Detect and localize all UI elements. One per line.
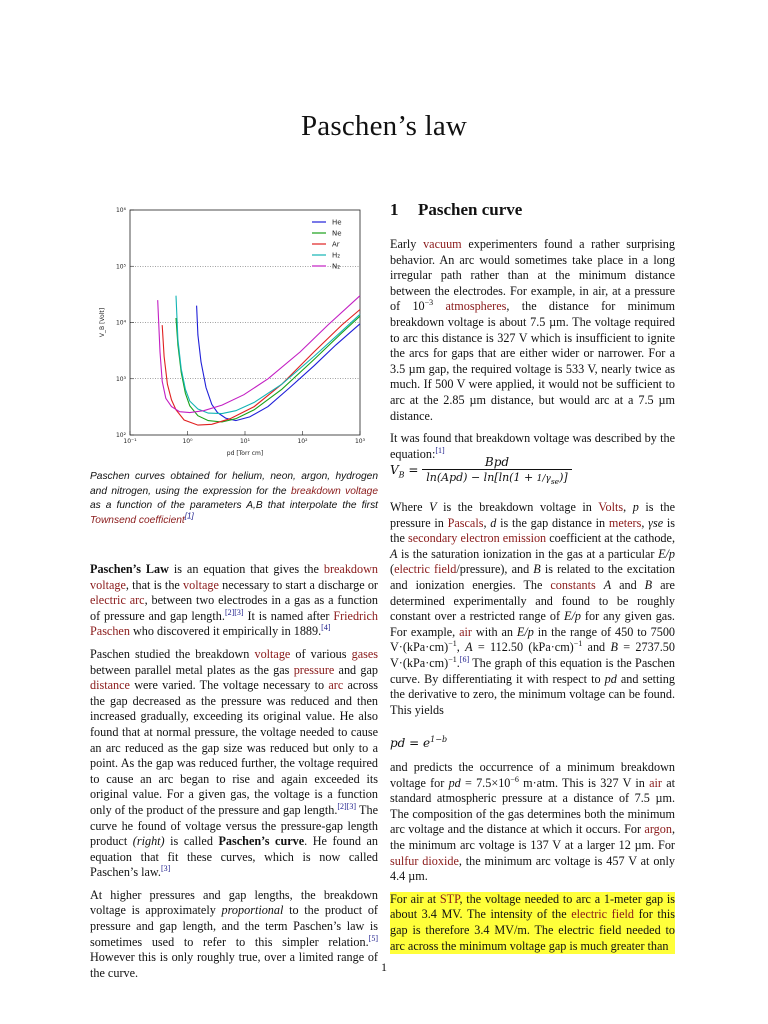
text-run: , the voltage needed to arc a 1-meter gap is about 3.4 MV. The intensity of the (390, 891, 675, 922)
text-run: Paschen’s curve (218, 834, 305, 849)
text-run (433, 299, 445, 313)
x-tick-label: 10³ (354, 438, 366, 445)
right-column-top (390, 237, 675, 469)
text-run: . (456, 655, 460, 670)
citation-link[interactable]: [2][3] (337, 801, 357, 811)
wiki-link[interactable]: breakdown voltage (90, 562, 378, 592)
figure-caption (90, 470, 378, 528)
text-run: The curve he found of voltage versus the pressure-gap length product (90, 802, 378, 849)
superscript: −6 (510, 774, 519, 784)
wiki-link[interactable]: electric field (394, 562, 457, 577)
text-run: is the gap distance in (496, 515, 609, 530)
text-run: , (641, 515, 649, 530)
wiki-link[interactable]: Friedrich Paschen (90, 608, 378, 639)
legend-label: Ar (332, 240, 340, 249)
text-run: pd (448, 775, 461, 790)
text-run: , that is the (125, 577, 184, 592)
text-run: and (611, 577, 645, 592)
text-run: experimenters found a rather surprising behavior. An arc would sometimes take place in a long irregular path rather than at the minimum distance between the electrodes. For example, in air, at a pressure of 10 (390, 237, 675, 314)
text-run: A (465, 640, 473, 655)
text-run: proportional (221, 903, 284, 918)
text-run: is the (390, 515, 675, 546)
wiki-link[interactable]: Townsend coefficient (90, 514, 185, 526)
wiki-link[interactable]: voltage (254, 646, 291, 661)
text-run: E/p (658, 546, 675, 561)
wiki-link[interactable]: Volts (598, 500, 624, 514)
text-run: , (483, 515, 491, 530)
text-run: /pressure), and (456, 562, 534, 577)
wiki-link[interactable]: meters (608, 515, 642, 530)
text-run: between parallel metal plates as the gas (90, 662, 294, 677)
citation-link[interactable]: [1] (184, 511, 194, 521)
text-run: are determined experimentally and found to be roughly constant over a restricted range of (390, 577, 675, 624)
x-axis-label: pd [Torr cm] (226, 450, 264, 457)
wiki-link[interactable]: arc (328, 678, 344, 693)
citation-link[interactable]: [6] (459, 654, 470, 664)
text-run: and predicts the occurrence of a minimum breakdown voltage for (390, 760, 675, 790)
superscript: −1 (448, 639, 457, 649)
text-run: , the distance for minimum breakdown voltage is about 7.5 µm. The voltage required to arc this distance is 327 V which is insufficient to ignite the arcs for gaps that are either wider or narrower. For a 3.5 µm gap, the required voltage is 533 V, nearly twice as much. If 500 V were applied, it would not be sufficient to arc at the 2.85 µm distance, but would arc at a 7.5 µm distance. (390, 299, 676, 423)
text-run: B (644, 577, 653, 592)
citation-link[interactable]: [2][3] (224, 607, 244, 617)
wiki-link[interactable]: air (459, 624, 472, 639)
wiki-link[interactable]: electric arc (90, 593, 145, 608)
x-tick-label: 10⁻¹ (123, 438, 137, 445)
text-run: For air at (390, 891, 440, 906)
superscript: −1 (448, 654, 457, 664)
text-run: , the minimum arc voltage is 137 V at a larger 12 µm. For (390, 822, 675, 852)
text-run: Early (390, 237, 424, 251)
wiki-link[interactable]: vacuum (423, 237, 462, 251)
right-column-bottom (390, 760, 675, 961)
y-tick-label: 10⁵ (115, 263, 126, 271)
text-run: (right) (132, 834, 165, 849)
text-run: and gap (334, 662, 378, 677)
x-tick-label: 10² (297, 438, 308, 445)
x-tick-label: 10¹ (239, 438, 251, 445)
minimum-voltage-paragraph (390, 760, 675, 885)
text-run: , the minimum arc voltage is 457 V at only 4.4 µm. (390, 853, 675, 884)
text-run: . He found an equation that fit these curves, which is now called Paschen’s law. (90, 834, 378, 880)
minimum-equation: pd = $e^{1-b}$ (390, 735, 448, 750)
history-paragraph (90, 647, 378, 881)
text-run: It is named after (243, 608, 334, 623)
y-tick-label: 10⁶ (115, 207, 126, 214)
legend-label: He (332, 218, 342, 227)
text-run: It was found that breakdown voltage was described by the equation: (390, 431, 675, 461)
y-tick-label: 10² (115, 432, 126, 439)
wiki-link[interactable]: Pascals (447, 515, 484, 530)
series-line-He (197, 306, 360, 421)
breakdown-equation: $V_B$ = $\frac{\text{Bpd}}{\ln(Apd) - \ln[\ln(1 + 1/\gamma_{se})]}$ (390, 455, 572, 486)
text-run: m·atm. This is 327 V in (518, 775, 650, 790)
text-run: and setting the derivative to zero, the minimum voltage can be found. This yields (390, 671, 675, 717)
right-column-middle (390, 500, 675, 725)
citation-link[interactable]: [3] (160, 864, 171, 874)
text-run: Paschen curves obtained for helium, neon, argon, hydrogen and nitrogen, using the expression for the (90, 471, 378, 497)
text-run: p (632, 500, 639, 514)
section-number: 1 (390, 200, 399, 219)
paschen-chart (90, 200, 380, 460)
text-run: B (533, 562, 541, 577)
text-run: A (390, 546, 398, 561)
text-run: d (490, 515, 497, 530)
text-run (596, 578, 604, 592)
text-run: is the saturation ionization in the gas at a particular (397, 546, 659, 561)
text-run: γse (648, 515, 664, 530)
wiki-link[interactable]: pressure (293, 662, 335, 677)
y-tick-label: 10³ (115, 375, 126, 383)
page-title: Paschen’s law (300, 110, 468, 142)
y-axis-label: V_B [Volt] (99, 307, 106, 338)
text-run: V (429, 500, 437, 514)
text-run: to the product of pressure and gap length, and the term Paschen’s law is sometimes used to refer to this simpler relation. (90, 903, 378, 949)
text-run: = 112.50 (kPa·cm) (472, 640, 574, 655)
y-tick-label: 10⁴ (115, 319, 126, 327)
text-run: , (456, 640, 466, 655)
text-run: who discovered it empirically in 1889. (129, 624, 322, 639)
text-run: At higher pressures and gap lengths, the breakdown voltage is approximately (90, 887, 378, 918)
wiki-link[interactable]: secondary electron emission (407, 531, 547, 546)
text-run: with an (471, 624, 517, 639)
page-number: 1 (381, 960, 387, 974)
vacuum-paragraph (390, 237, 675, 424)
section-title: Paschen curve (418, 200, 523, 219)
text-run: is related to the excitation and ionization energies. The (390, 562, 675, 592)
x-tick-label: 10⁰ (182, 438, 193, 445)
text-run: for any given gas. For example, (390, 609, 675, 639)
text-run: The graph of this equation is the Paschen curve. By differentiating it with respect to (390, 655, 675, 686)
variables-paragraph (390, 500, 675, 718)
legend-label: Ne (332, 229, 342, 238)
wiki-link[interactable]: STP (439, 891, 460, 906)
text-run: E/p (564, 609, 581, 624)
wiki-link[interactable]: distance (90, 678, 130, 693)
legend-label: N₂ (332, 262, 341, 271)
text-run: in the range of 450 to 7500 V·(kPa·cm) (390, 624, 676, 655)
intro-paragraph (90, 562, 378, 640)
text-run: pd (604, 671, 617, 686)
superscript: −1 (573, 639, 583, 649)
superscript: −3 (424, 298, 434, 308)
text-run: were varied. The voltage necessary to (129, 678, 329, 693)
text-run: = 2737.50 V·(kPa·cm) (390, 640, 675, 670)
text-run: is the breakdown voltage in (436, 500, 599, 514)
legend-label: H₂ (332, 251, 341, 260)
wiki-link[interactable]: electric field (571, 907, 635, 922)
text-run: is an equation that gives the (168, 562, 324, 576)
text-run: , between two electrodes in a gas as a function of pressure and gap length. (90, 593, 378, 623)
text-run: A (603, 577, 612, 592)
text-run: Where (390, 500, 430, 514)
text-run: as a function of the parameters A,B that interpolate the first (90, 500, 378, 511)
air-stp-paragraph (390, 892, 675, 954)
text-run: across the gap decreased as the pressure was reduced and then increased gradually, exceeding its original value. He also found that at normal pressure, the voltage needed to cause an arc reduced as the gap size was reduced but only to a point. As the gap was reduced further, the voltage required to cause an arc began to rise and again exceeded its original value. For a given gas, the voltage is a function only of the product of the pressure and gap length. (90, 678, 378, 817)
left-column (90, 562, 378, 988)
section-heading (390, 200, 522, 220)
text-run: Paschen studied the breakdown (90, 646, 255, 661)
paschen-chart-svg (90, 200, 380, 460)
text-run: necessary to start a discharge or (218, 577, 378, 592)
wiki-link[interactable]: sulfur dioxide (390, 853, 459, 868)
text-run: = 7.5×10 (460, 775, 511, 790)
text-run: of various (290, 646, 352, 661)
text-run: However this is only roughly true, over a limited range of the curve. (90, 950, 378, 980)
text-run: at standard atmospheric pressure at a distance of 7.5 µm. The composition of the gas determines both the minimum arc voltage and the distance at which it occurs. For (390, 775, 675, 837)
text-run: Paschen’s Law (90, 562, 169, 576)
text-run: ( (390, 562, 395, 577)
wiki-link[interactable]: argon (644, 822, 672, 837)
citation-link[interactable]: [5] (368, 933, 378, 943)
citation-link[interactable]: [1] (435, 445, 445, 455)
wiki-link[interactable]: constants (550, 577, 596, 592)
text-run: is called (164, 834, 219, 849)
text-run: E/p (516, 624, 534, 639)
text-run: and (582, 640, 611, 655)
text-run: for this gap is therefore 3.4 MV/m. The electric field needed to arc across the minimum voltage gap is much greater than (390, 907, 675, 953)
wiki-link[interactable]: voltage (183, 577, 219, 592)
text-run: B (610, 640, 618, 655)
wiki-link[interactable]: air (649, 775, 662, 790)
text-run: coefficient at the cathode, (546, 531, 675, 546)
citation-link[interactable]: [4] (321, 623, 331, 633)
text-run: is the pressure in (390, 500, 675, 530)
wiki-link[interactable]: gases (351, 646, 378, 661)
wiki-link[interactable]: breakdown voltage (290, 485, 378, 497)
text-run: , (623, 500, 633, 514)
wiki-link[interactable]: atmospheres (445, 299, 507, 314)
